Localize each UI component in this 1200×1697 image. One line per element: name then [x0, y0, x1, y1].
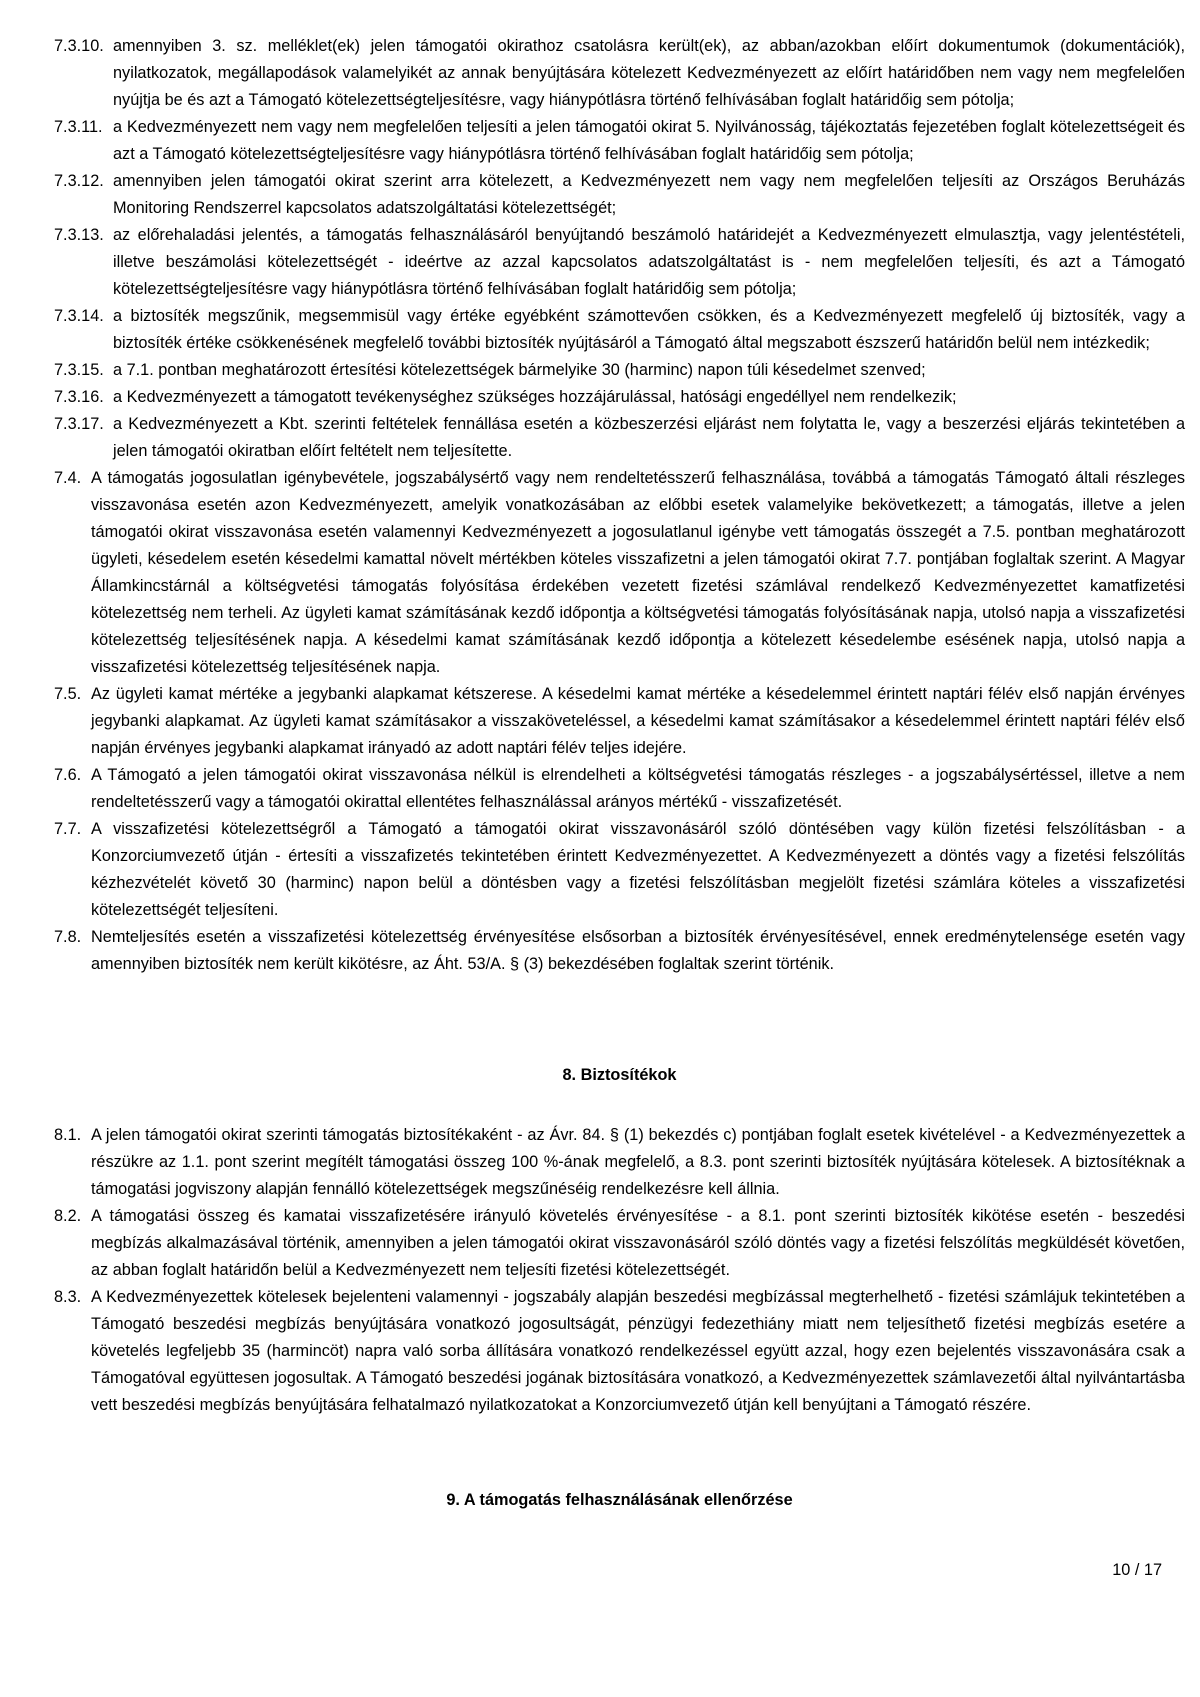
clause-item [54, 762, 1185, 816]
clause-item [54, 681, 1185, 762]
clause-number: 7.7. [54, 820, 82, 838]
clause-item [54, 816, 1185, 924]
clause-item [54, 384, 1185, 411]
clause-number: 7.3.14. [54, 307, 104, 325]
clause-text: a Kedvezményezett a támogatott tevékenységhez szükséges hozzájárulással, hatósági engedéllyel nem rendelkezik; [113, 388, 957, 406]
clause-number: 7.8. [54, 928, 82, 946]
clause-item [54, 411, 1185, 465]
clause-text: A támogatási összeg és kamatai visszafizetésére irányuló követelés érvényesítése - a 8.1. pont szerinti biztosíték kikötése esetén - beszedési megbízás alkalmazásával történik, amennyiben a jelen támogatói okirat visszavonásáról szóló döntés vagy a fizetési felszólítás megküldését követően, az abban foglalt határidőn belül a Kedvezményezett nem teljesíti fizetési kötelezettségét. [91, 1207, 1185, 1279]
clause-text: a biztosíték megszűnik, megsemmisül vagy értéke egyébként számottevően csökken, és a Kedvezményezett megfelelő új biztosíték, vagy a biztosíték értéke csökkenésének megfelelő további biztosíték nyújtásáról a Támogató által megszabott észszerű határidőn belül nem intézkedik; [113, 307, 1185, 352]
section-8-heading: 8. Biztosítékok [562, 1066, 677, 1084]
clause-text: A jelen támogatói okirat szerinti támogatás biztosítékaként - az Ávr. 84. § (1) bekezdés c) pontjában foglalt esetek kivételével - a Kedvezményezettek a részükre az 1.1. pont szerint megítélt támogatási összeg 100 %-ának megfelelő, a 8.3. pont szerinti biztosíték nyújtására kötelesek. A biztosítéknak a támogatási jogviszony alapján fennálló kötelezettségek megszűnéséig rendelkezésre kell állnia. [91, 1126, 1185, 1198]
clause-number: 7.3.10. [54, 37, 104, 55]
clause-number: 7.3.15. [54, 361, 104, 379]
clause-text: amennyiben 3. sz. melléklet(ek) jelen támogatói okirathoz csatolásra került(ek), az abban/azokban előírt dokumentumok (dokumentációk), nyilatkozatok, megállapodások valamelyikét az annak benyújtására kötelezett Kedvezményezett az előírt határidőben nem vagy nem megfelelően nyújtja be és azt a Támogató kötelezettségteljesítésre, vagy hiánypótlásra történő felhívásában foglalt határidőig sem pótolja; [113, 37, 1185, 109]
clause-item [54, 1122, 1185, 1203]
clause-item [54, 33, 1185, 114]
clause-text: A támogatás jogosulatlan igénybevétele, jogszabálysértő vagy nem rendeltetésszerű felhasználása, továbbá a támogatás Támogató általi részleges visszavonása esetén azon Kedvezményezett, amelyik vonatkozásában az előbbi esetek valamelyike bekövetkezett; a támogatás, illetve a jelen támogatói okirat visszavonása esetén valamennyi Kedvezményezett a jogosulatlanul igénybe vett támogatás összegét a 7.5. pontban meghatározott ügyleti, késedelem esetén késedelmi kamattal növelt mértékben köteles visszafizetni a jelen támogatói okirat 7.7. pontjában foglaltak szerint. A Magyar Államkincstárnál a költségvetési támogatás folyósítása érdekében vezetett fizetési számlával rendelkező Kedvezményezettet kamatfizetési kötelezettség nem terheli. Az ügyleti kamat számításának kezdő időpontja a költségvetési támogatás folyósításának napja, utolsó napja a visszafizetési kötelezettség teljesítésének napja. A késedelmi kamat számításának kezdő időpontja a kötelezett késedelembe esésének napja, utolsó napja a visszafizetési kötelezettség teljesítésének napja. [91, 469, 1185, 676]
clause-number: 8.1. [54, 1126, 82, 1144]
page-number: 10 / 17 [1112, 1561, 1162, 1579]
clause-text: a Kedvezményezett a Kbt. szerinti feltételek fennállása esetén a közbeszerzési eljárást nem folytatta le, vagy a beszerzési eljárás tekintetében a jelen támogatói okiratban előírt feltételt nem teljesítette. [113, 415, 1185, 460]
clause-list-section-7 [54, 33, 1185, 978]
clause-number: 7.3.13. [54, 226, 104, 244]
clause-item [54, 924, 1185, 978]
clause-text: a 7.1. pontban meghatározott értesítési kötelezettségek bármelyike 30 (harminc) napon túli késedelmet szenved; [113, 361, 926, 379]
clause-item [54, 222, 1185, 303]
clause-number: 7.4. [54, 469, 82, 487]
clause-number: 7.3.11. [54, 118, 103, 136]
clause-text: Nemteljesítés esetén a visszafizetési kötelezettség érvényesítése elsősorban a biztosíték érvényesítésével, ennek eredménytelensége esetén vagy amennyiben biztosíték nem került kikötésre, az Áht. 53/A. § (3) bekezdésében foglaltak szerint történik. [91, 928, 1185, 973]
clause-number: 7.6. [54, 766, 82, 784]
clause-number: 8.3. [54, 1288, 82, 1306]
clause-text: amennyiben jelen támogatói okirat szerint arra kötelezett, a Kedvezményezett nem vagy nem megfelelően teljesíti az Országos Beruházás Monitoring Rendszerrel kapcsolatos adatszolgáltatási kötelezettségét; [113, 172, 1185, 217]
clause-item [54, 1203, 1185, 1284]
section-9-heading: 9. A támogatás felhasználásának ellenőrzése [446, 1491, 793, 1509]
clause-text: A Kedvezményezettek kötelesek bejelenteni valamennyi - jogszabály alapján beszedési megbízással megterhelhető - fizetési számlájuk tekintetében a Támogató beszedési megbízás benyújtására vonatkozó jogosultságát, pénzügyi fedezethiány miatt nem teljesíthető fizetési megbízás esetére a követelés legfeljebb 35 (harmincöt) napra való sorba állítására vonatkozó rendelkezéssel együtt azzal, hogy ezen bejelentés visszavonására csak a Támogatóval együttesen jogosultak. A Támogató beszedési jogának biztosítására vonatkozó, a Kedvezményezettek számlavezetői által nyilvántartásba vett beszedési megbízás benyújtására felhatalmazó nyilatkozatokat a Konzorciumvezető útján kell benyújtani a Támogató részére. [91, 1288, 1185, 1414]
clause-number: 7.3.16. [54, 388, 104, 406]
clause-list-section-8 [54, 1122, 1185, 1419]
clause-item [54, 303, 1185, 357]
clause-text: A visszafizetési kötelezettségről a Támogató a támogatói okirat visszavonásáról szóló döntésében vagy külön fizetési felszólításban - a Konzorciumvezető útján - értesíti a visszafizetés tekintetében érintett Kedvezményezettet. A Kedvezményezett a döntés vagy a fizetési felszólítás kézhezvételét követő 30 (harminc) napon belül a döntésben vagy a fizetési felszólításban megjelölt fizetési számlára köteles a visszafizetési kötelezettségét teljesíteni. [91, 820, 1185, 919]
clause-item [54, 114, 1185, 168]
clause-text: az előrehaladási jelentés, a támogatás felhasználásáról benyújtandó beszámoló határidejét a Kedvezményezett elmulasztja, vagy jelentéstételi, illetve beszámolási kötelezettségét - ideértve az azzal kapcsolatos adatszolgáltatást is - nem megfelelően teljesíti, és azt a Támogató kötelezettségteljesítésre vagy hiánypótlásra történő felhívásában foglalt határidőig sem pótolja; [113, 226, 1185, 298]
clause-item [54, 168, 1185, 222]
clause-text: Az ügyleti kamat mértéke a jegybanki alapkamat kétszerese. A késedelmi kamat mértéke a késedelemmel érintett naptári félév első napján érvényes jegybanki alapkamat. Az ügyleti kamat számításakor a visszaköveteléssel, a késedelmi kamat számításakor a késedelemmel érintett naptári félév első napján érvényes jegybanki alapkamat irányadó az adott naptári félév teljes idejére. [91, 685, 1185, 757]
clause-item [54, 1284, 1185, 1419]
clause-text: A Támogató a jelen támogatói okirat visszavonása nélkül is elrendelheti a költségvetési támogatás részleges - a jogszabálysértéssel, illetve a nem rendeltetésszerű vagy a támogatói okirattal ellentétes felhasználással arányos mértékű - visszafizetését. [91, 766, 1185, 811]
clause-number: 7.5. [54, 685, 82, 703]
clause-item [54, 465, 1185, 681]
clause-number: 7.3.17. [54, 415, 104, 433]
clause-number: 8.2. [54, 1207, 82, 1225]
clause-number: 7.3.12. [54, 172, 104, 190]
clause-text: a Kedvezményezett nem vagy nem megfelelően teljesíti a jelen támogatói okirat 5. Nyilvánosság, tájékoztatás fejezetében foglalt kötelezettségeit és azt a Támogató kötelezettségteljesítésre vagy hiánypótlásra történő felhívásában foglalt határidőig sem pótolja; [113, 118, 1185, 163]
clause-item [54, 357, 1185, 384]
